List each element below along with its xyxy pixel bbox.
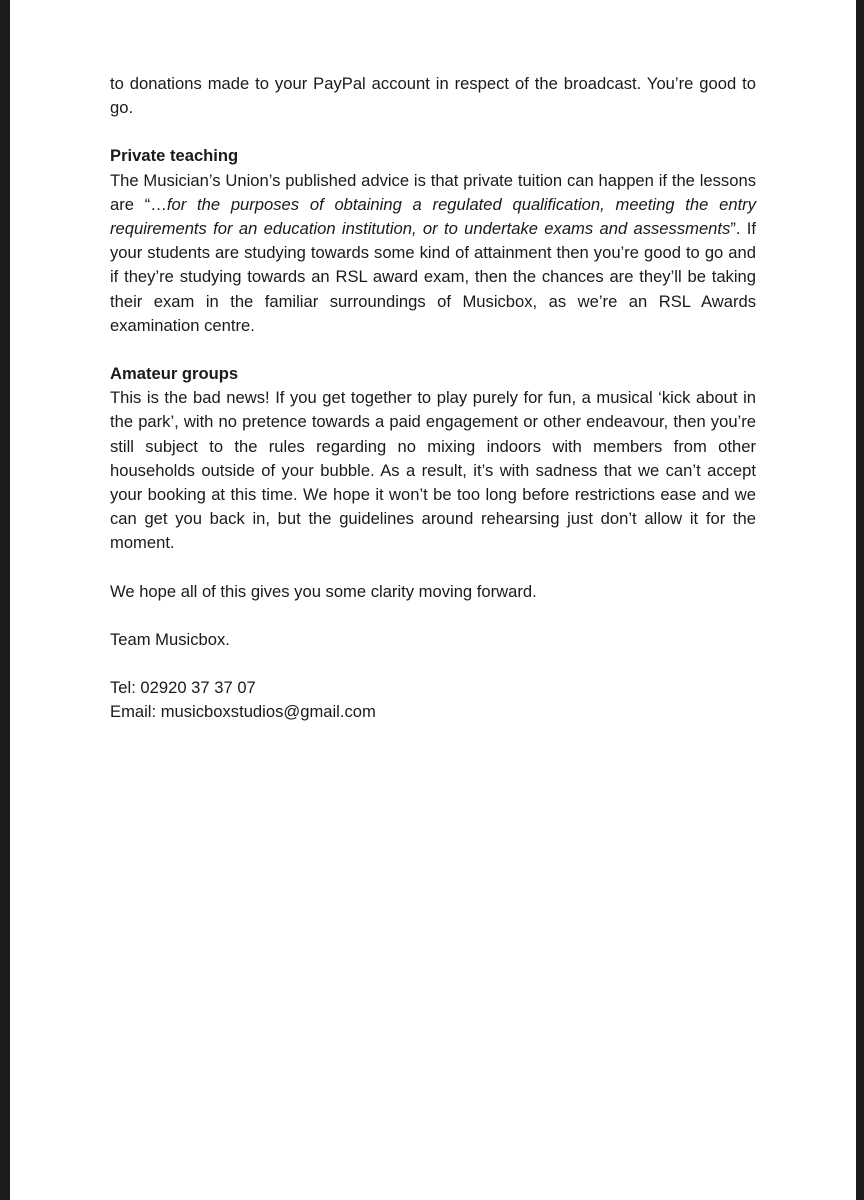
right-border [856,0,864,1200]
left-border [0,0,10,1200]
private-teaching-section [110,144,756,338]
signoff: Team Musicbox. [110,629,230,649]
contact-email: Email: musicboxstudios@gmail.com [110,702,376,722]
amateur-groups-section [110,362,756,556]
private-teaching-heading: Private teaching [110,146,239,166]
amateur-groups-text: This is the bad news! If you get together to play purely for fun, a musical ‘kick about in the park’, with no pretence towards a paid engagement or other endeavour, then you’re still subject to the rules regarding no mixing indoors with members from other households outside of your bubble. As a result, it’s with sadness that we can’t accept your booking at this time. We hope it won’t be too long before restrictions ease and we can get you back in, but the guidelines around rehearsing just don’t allow it for the moment. [110,388,756,553]
contact-tel: Tel: 02920 37 37 07 [110,678,256,698]
page-content [110,72,756,748]
amateur-groups-heading: Amateur groups [110,364,239,384]
private-teaching-text-after: ”. If your students are studying towards some kind of attainment then you’re good to go and if they’re studying towards an RSL award exam, then the chances are they’ll be taking their exam in the familiar surroundings of Musicbox, as we’re an RSL Awards examination centre. [110,219,757,335]
private-teaching-text-before: The Musician’s Union’s published advice is that private tuition can happen if the lessons are “… [110,170,756,214]
closing-paragraph: We hope all of this gives you some clarity moving forward. [110,581,537,601]
intro-paragraph: to donations made to your PayPal account in respect of the broadcast. You’re good to go. [110,74,756,118]
contact-block [110,676,756,724]
private-teaching-quote: for the purposes of obtaining a regulated qualification, meeting the entry requirements for an education institution, or to undertake exams and assessments [110,194,757,239]
